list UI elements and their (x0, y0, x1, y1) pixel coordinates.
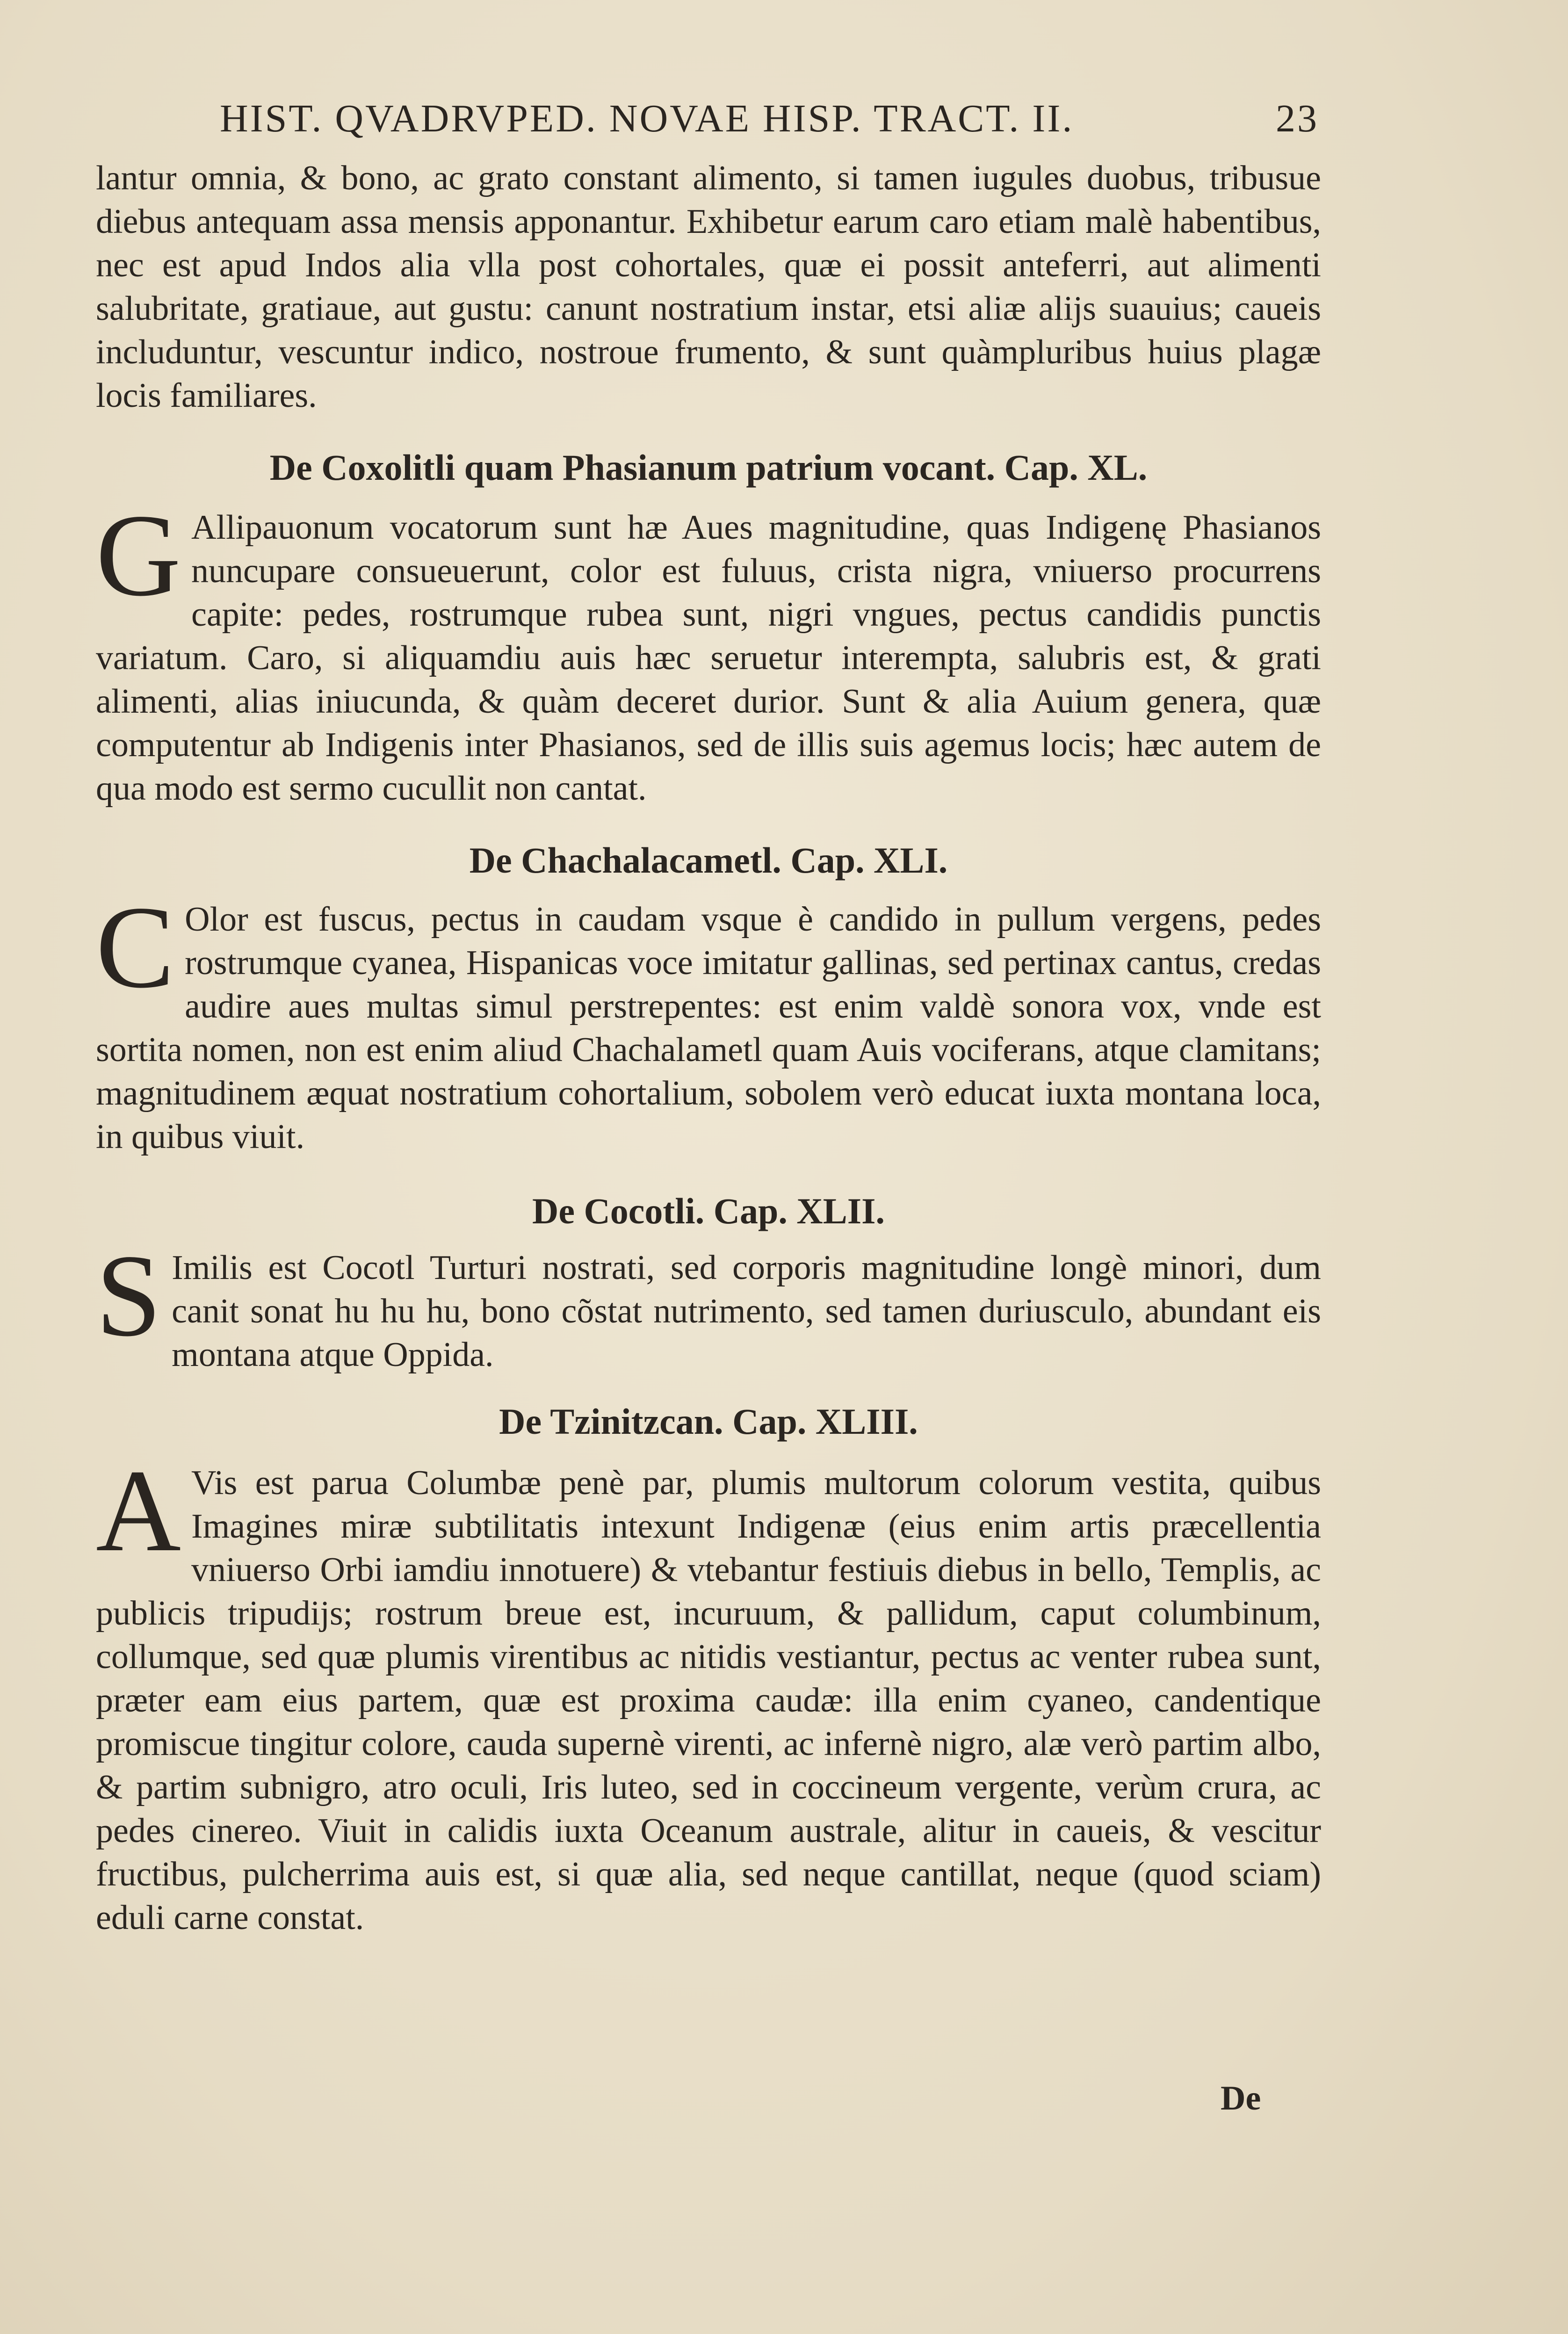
chapter-heading-41: De Chachalacametl. Cap. XLI. (469, 840, 948, 881)
drop-cap: S (96, 1230, 162, 1361)
chapter-text: Olor est fuscus, pectus in caudam vsque è candido in pullum vergens, pedes rostrumque cyanea, Hispanicas voce imitatur gallinas, sed pertinax cantus, credas audire aues multas simul perstrepentes: est enim valdè sonora vox, vnde est sortita nomen, non est enim aliud Chachalametl quam Auis vociferans, atque clamitans; magnitudinem æquat nostratium cohortalium, sobolem verò educat iuxta montana loca, in quibus viuit. (96, 900, 1321, 1156)
chapter-body-41 (96, 882, 1321, 1159)
chapter-body-43 (96, 1445, 1321, 1940)
intro-paragraph (96, 157, 1321, 418)
chapter-text: Imilis est Cocotl Turturi nostrati, sed corporis magnitudine longè minori, dum canit sonat hu hu hu, bono cõstat nutrimento, sed tamen duriusculo, abundant eis montana atque Oppida. (172, 1249, 1321, 1374)
chapter-text: Allipauonum vocatorum sunt hæ Aues magnitudine, quas Indigenę Phasianos nuncupare consueuerunt, color est fuluus, crista nigra, vniuerso procurrens capite: pedes, rostrumque rubea sunt, nigri vngues, pectus candidis punctis variatum. Caro, si aliquamdiu auis hæc seruetur interempta, salubris est, & grati alimenti, alias iniucunda, & quàm deceret durior. Sunt & alia Auium genera, quæ computentur ab Indigenis inter Phasianos, sed de illis suis agemus locis; hæc autem de qua modo est sermo cucullit non cantat. (96, 508, 1321, 808)
drop-cap: G (96, 490, 181, 621)
drop-cap: C (96, 882, 175, 1012)
chapter-body-42 (96, 1230, 1321, 1377)
drop-cap: A (96, 1445, 181, 1576)
chapter-heading-40: De Coxolitli quam Phasianum patrium vocant. Cap. XL. (269, 447, 1148, 488)
chapter-text: Vis est parua Columbæ penè par, plumis multorum colorum vestita, quibus Imagines miræ subtilitatis intexunt Indigenæ (eius enim artis præcellentia vniuerso Orbi iamdiu innotuere) & vtebantur festiuis diebus in bello, Templis, ac publicis tripudijs; rostrum breue est, incuruum, & pallidum, caput columbinum, collumque, sed quæ plumis virentibus ac nitidis vestiantur, pectus ac venter rubea sunt, præter eam eius partem, quæ est proxima caudæ: illa enim cyaneo, candentique promiscue tingitur colore, cauda supernè virenti, ac infernè nigro, alæ verò partim albo, & partim subnigro, atro oculi, Iris luteo, sed in coccineum vergente, verùm crura, ac pedes cinereo. Viuit in calidis iuxta Oceanum australe, alitur in caueis, & vescitur fructibus, pulcherrima auis est, si quæ alia, sed neque cantillat, neque (quod sciam) eduli carne constat. (96, 1464, 1321, 1937)
chapter-body-40 (96, 490, 1321, 810)
chapter-heading-43: De Tzinitzcan. Cap. XLIII. (499, 1401, 918, 1442)
running-head (220, 96, 1319, 141)
intro-text: lantur omnia, & bono, ac grato constant alimento, si tamen iugules duobus, tribusue diebus antequam assa mensis apponantur. Exhibetur earum caro etiam malè habentibus, nec est apud Indos alia vlla post cohortales, quæ ei possit anteferri, aut alimenti salubritate, gratiaue, aut gustu: canunt nostratium instar, etsi aliæ alijs suauius; caueis includuntur, vescuntur indico, nostroue frumento, & sunt quàmpluribus huius plagæ locis familiares. (96, 159, 1321, 415)
chapter-heading-42: De Cocotli. Cap. XLII. (532, 1191, 885, 1231)
catchword: De (1221, 2079, 1261, 2117)
page-number: 23 (1276, 97, 1319, 140)
running-head-title: HIST. QVADRVPED. NOVAE HISP. TRACT. II. (220, 97, 1074, 140)
